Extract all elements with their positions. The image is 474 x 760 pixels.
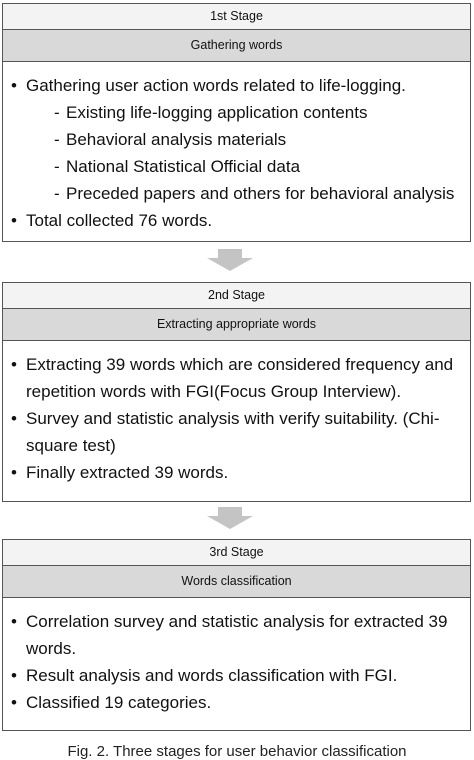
stage-3-item: • Result analysis and words classification with FGI.	[11, 662, 462, 689]
stage-1-subitem: - Behavioral analysis materials	[54, 126, 462, 153]
stage-2-item: • Extracting 39 words which are considered frequency and repetition words with FGI(Focus Group Interview).	[11, 351, 462, 405]
stage-1-subitem: - Existing life-logging application contents	[54, 99, 462, 126]
stage-1-item-text: Gathering user action words related to life-logging.	[26, 76, 406, 95]
stage-1-subitem: - Preceded papers and others for behavioral analysis	[54, 180, 462, 207]
stage-3-body	[3, 598, 470, 716]
down-arrow-icon	[207, 507, 253, 529]
stage-1-subitem: - National Statistical Official data	[54, 153, 462, 180]
stage-2-subtitle: Extracting appropriate words	[3, 309, 470, 341]
stage-3-box	[2, 539, 471, 731]
stage-1-subtitle: Gathering words	[3, 30, 470, 62]
stage-1-title: 1st Stage	[3, 4, 470, 30]
figure-caption: Fig. 2. Three stages for user behavior classification	[67, 743, 407, 760]
stage-2-item: • Finally extracted 39 words.	[11, 459, 462, 486]
stage-1-list	[11, 72, 462, 234]
stage-1-item: • Total collected 76 words.	[11, 207, 462, 234]
stage-3-list	[11, 608, 462, 716]
stage-3-item: • Correlation survey and statistic analysis for extracted 39 words.	[11, 608, 462, 662]
stage-2-box	[2, 282, 471, 502]
stage-3-title: 3rd Stage	[3, 540, 470, 566]
down-arrow-icon	[207, 249, 253, 271]
stage-1-box	[2, 3, 471, 242]
stage-2-body	[3, 341, 470, 486]
stage-3-item: • Classified 19 categories.	[11, 689, 462, 716]
stage-1-body	[3, 62, 470, 234]
stage-3-subtitle: Words classification	[3, 566, 470, 598]
stage-1-item	[11, 72, 462, 207]
stage-2-item: • Survey and statistic analysis with verify suitability. (Chi-square test)	[11, 405, 462, 459]
stage-1-sublist	[26, 99, 462, 207]
stage-2-list	[11, 351, 462, 486]
stage-2-title: 2nd Stage	[3, 283, 470, 309]
